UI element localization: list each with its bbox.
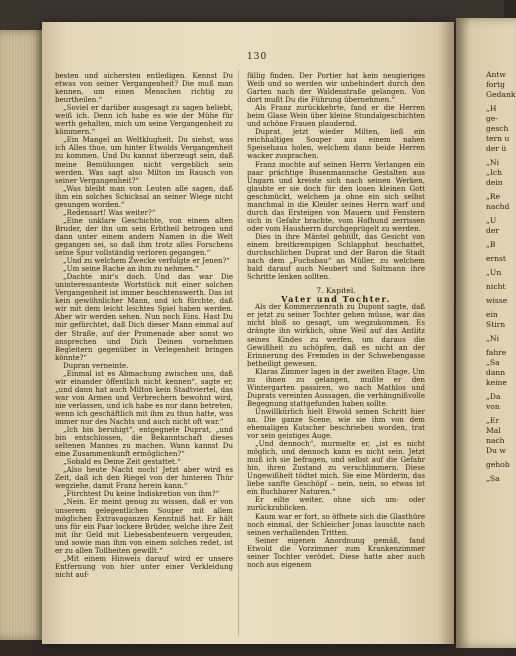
facing-page-line: wisse (486, 296, 508, 305)
facing-page-line: tern u (486, 134, 510, 143)
facing-page-line: von (486, 402, 500, 411)
paragraph: „Nein. Er meint genug zu wissen, daß er von unserem gelegentlichen Souper mit allem möglichen Extravaganzen Kenntniß hat. Er hält uns für ein Paar lockere Brüder, welche ihre Zeit mit ihr Geld mit Liebesabenteuern vergeuden, und sowie man ihm von einem solchen redet, ist er zu allen Tollheiten gewillt.“ (55, 497, 233, 555)
page-number: 130 (247, 52, 268, 62)
paragraph: „Also heute Nacht noch! Jetzt aber wird es Zeit, daß ich den Riegel von der hinteren Thür wegziehe, damit Franz herein kann.“ (55, 465, 233, 491)
facing-page-line: der (486, 226, 499, 235)
facing-page-line: Mal (486, 426, 501, 435)
facing-page-line: Stirn (486, 320, 506, 329)
facing-page-line: ein (486, 310, 498, 319)
paragraph: fällig finden. Der Portier hat kein neugieriges Weib und so werden wir unbehindert durch den Garten nach der Waldenstraße gelangen. Von dort mußt Du die Führung übernehmen.“ (247, 71, 425, 105)
paragraph: „Soviel er darüber ausgesagt zu sagen beliebt, weiß ich. Denn ich habe es wie der Mühe für werth gehalten, mich um seine Vergangenheit zu kümmern.“ (55, 103, 233, 137)
paragraph: „Einmal ist es Abmachung zwischen uns, daß wir einander öffentlich nicht kennen“, sagte er, „und dann hat auch Milton kein Stadtviertel, das war von Armen und Verbrechern bewohnt wird, nie verlassen, und ich habe es nur dann betreten, wenn ich geschäftlich mit ihm zu thun hatte, was immer nur des Nachts und auch nicht oft war.“ (55, 368, 233, 427)
column-divider (238, 70, 239, 636)
facing-page-line: „Er (486, 416, 500, 425)
facing-page-line: keine (486, 378, 507, 387)
chapter-title: Vater und Tochter. (281, 294, 391, 305)
paragraph: „Und dennoch“, murmelte er, „ist es nicht möglich, und dennoch kann es nicht sein. Jetzt muß ich sie befragen, und selbst auf die Gefahr hin, ihren Zustand zu verschlimmern. Diese Ungewißheit tödtet mich. Sie eine Mörderin, das liebe sanfte Geschöpf – nein, nein, so etwas ist ein fluchbarer Naturen.“ (247, 439, 425, 497)
paragraph: „Um seine Rache an ihm zu nehmen.“ (63, 264, 199, 274)
facing-page-line: Antw (486, 70, 506, 79)
paragraph: Dies in ihre Mäntel gehüllt, das Gesicht von einem breitkrempigen Schlapphut beschattet, durchschlichen Duprat und der Baron die Stadt nach dem „Fuchsbau“ an Müller, zu welchem bald darauf auch Neubert und Soltmann ihre Schritte lenken sollten. (247, 231, 425, 282)
facing-page-line: fortg (486, 80, 505, 89)
paragraph: Unwillkürlich hielt Etwold seinen Schritt hier an. Die ganze Scene, wie sie ihm von dem ehemaligen Kutscher beschrieben worden, trat vor sein geistiges Auge. (247, 406, 425, 441)
paragraph: Franz mochte auf seinen Herrn Verlangen ein paar prächtige Busenmannsche Gestalten aus Ungarn und kreiste sich nach seinen Werken, glaubte er sie doch für den losen kleinen Gott geschmückt, welchem ja ohne ein sich selbst manchmal in die Kleider seines Herrn warf und durch das Ersteigen von Mauern und Fenstern sich in Gefahr brachte, vom Hofhund zerrissen oder vom Hausherrn durchgeprügelt zu werden. (247, 159, 425, 233)
facing-page-line: nicht (486, 282, 506, 291)
facing-page-line: ge- (486, 114, 498, 123)
facing-page-line: „Sa (486, 474, 500, 483)
facing-page-line: nach (486, 436, 505, 445)
paragraph: Duprat, jetzt wieder Milten, ließ ein reichhaltiges Souper aus einem nahen Speisehaus holen, welchem dann beide Herren wacker zusprachen. (247, 127, 425, 161)
paragraph: „Dachte mir's doch. Und das war Die uninteressanteste Wortstück mit einer solchen Vergangenheit ist immer beachtenswerth. Das ist kein gewöhnlicher Mann, und ich fürchte, daß wir mit dem leicht leichtes Spiel haben werden. Aber wir werden sehen. Nun noch Eins. Hast Du mir gefürchtet, daß Dich dieser Mann einmal auf der Straße, auf der Promenade aber sonst wo ansprechen und Dich Deinen vornehmen Begleitern gegenüber in Verlegenheit bringen könnte?“ (55, 272, 233, 362)
paragraph: Als Franz zurückkehrte, fand er die Herren beim Glase Wein über kleine Stundalgeschichten und schöne Frauen plaudernd. (247, 103, 425, 129)
paragraph: „Fürchtest Du keine Indiskretion von ihm?“ (63, 489, 220, 499)
paragraph: Er eilte weiter, ohne sich um- oder zurückzublicken. (247, 495, 425, 513)
facing-page-line: „Ni (486, 334, 500, 343)
right-column-top (247, 72, 425, 281)
book-page (42, 22, 454, 644)
paragraph: Kaum war er fort, so öffnete sich die Glasthüre noch einmal, der Schleicher Jonas lauschte nach seinen verhallenden Tritten. (247, 511, 425, 537)
paragraph: „Redensart! Was weiter?“ (63, 207, 156, 217)
facing-page-line: „Un (486, 268, 502, 277)
page-stack-edge (0, 30, 44, 640)
paragraph: Seiner eigenen Anordnung gemäß, fand Etwold die Vorzimmer zum Krankenzimmer seiner Tochter verödet. Diese hatte aber auch noch aus eigenem (247, 535, 425, 569)
right-column-bottom (247, 303, 425, 569)
facing-page-line: dein (486, 178, 503, 187)
facing-page-line: „Sa (486, 358, 500, 367)
facing-page (456, 18, 516, 648)
paragraph: „Ein Mangel an Weltklugheit. Du siehst, was ich Alles thue, um hinter Etwolds Vergangenheit zu kommen. Und Du kannst überzeugt sein, daß meine Bemühungen nicht vergeblich sein werden. Was sagt also Milton im Rausch von seiner Vergangenheit?“ (55, 135, 233, 185)
facing-page-line: Du w (486, 446, 506, 455)
facing-page-line: „U (486, 216, 497, 225)
right-column (247, 72, 425, 569)
paragraph: „Mit einem Hinweis darauf wird er unsere Entfernung von hier unter einer Verkleidung nicht auf- (55, 553, 233, 579)
facing-page-line: gehob (486, 460, 510, 469)
facing-page-line: „H (486, 104, 497, 113)
facing-page-line: dann (486, 368, 506, 377)
left-column (55, 72, 233, 579)
facing-page-line: „Re (486, 192, 501, 201)
facing-page-line: „Ich (486, 168, 503, 177)
paragraph: „Und zu welchem Zwecke verfolgte er Jenen?“ (63, 256, 230, 266)
facing-page-line: gesch (486, 124, 509, 133)
paragraph: Klaras Zimmer lagen in der zweiten Etage. Um zu ihnen zu gelangen, mußte er den Wintergarten passiren, wo nach Mathlos und Duprats vereinten Aussagen, die verhängnißvolle Begegnung stattgefunden haben sollte. (247, 366, 425, 408)
facing-page-line: „B (486, 240, 496, 249)
paragraph: „Eine unklare Geschichte, von einem alten Bruder, der ihn um sein Erbtheil betrogen und dann unter einem andern Namen in die Welt gegangen sei, so daß ihm trotz alles Forschens seine Spur vollständig verloren gegangen.“ (55, 215, 233, 258)
facing-page-line: „Ni (486, 158, 500, 167)
facing-page-line: ernst (486, 254, 506, 263)
facing-page-line: Gedank (486, 90, 516, 99)
facing-page-line: der ü (486, 144, 507, 153)
facing-page-line: fahre (486, 348, 507, 357)
paragraph: Als der Kommerzienrath zu Dupont sagte, daß er jetzt zu seiner Tochter gehen müsse, war das nicht bloß so gesagt, um wegzukommen. Es drängte ihn wirklich, ohne Weil auf das Antlitz seines Kindes zu werfen, um daraus die Gewißheit zu schöpfen, daß es nicht an der Erinnerung des Fremden in der Schwebengasse betheiligt gewesen. (247, 302, 425, 368)
chapter-number: 7. Kapitel. (316, 286, 356, 296)
facing-page-line: „Da (486, 392, 501, 401)
gutter-shadow (438, 22, 454, 644)
paragraph: besten und sichersten entledigen. Kennst Du etwas von seiner Vergangenheit? Die muß man kennen, um einen Menschen richtig zu beurtheilen.“ (55, 71, 233, 105)
facing-page-line: nachd (486, 202, 510, 211)
paragraph: Dupran verneinte. (63, 360, 129, 370)
paragraph: „Sobald es Deine Zeit gestattet.“ (63, 457, 181, 467)
paragraph: „Was bleibt man von Leuten alle sagen, daß ihm ein solches Schicksal an seiner Wiege nicht gesungen worden.“ (55, 183, 233, 209)
paragraph: „Ich bin beruhigt“, entgegnete Duprat, „und bin entschlossen, die Bekanntschaft dieses seltenen Mannes zu machen. Wann kannst Du eine Zusammenkunft ermöglichen?“ (55, 425, 233, 459)
